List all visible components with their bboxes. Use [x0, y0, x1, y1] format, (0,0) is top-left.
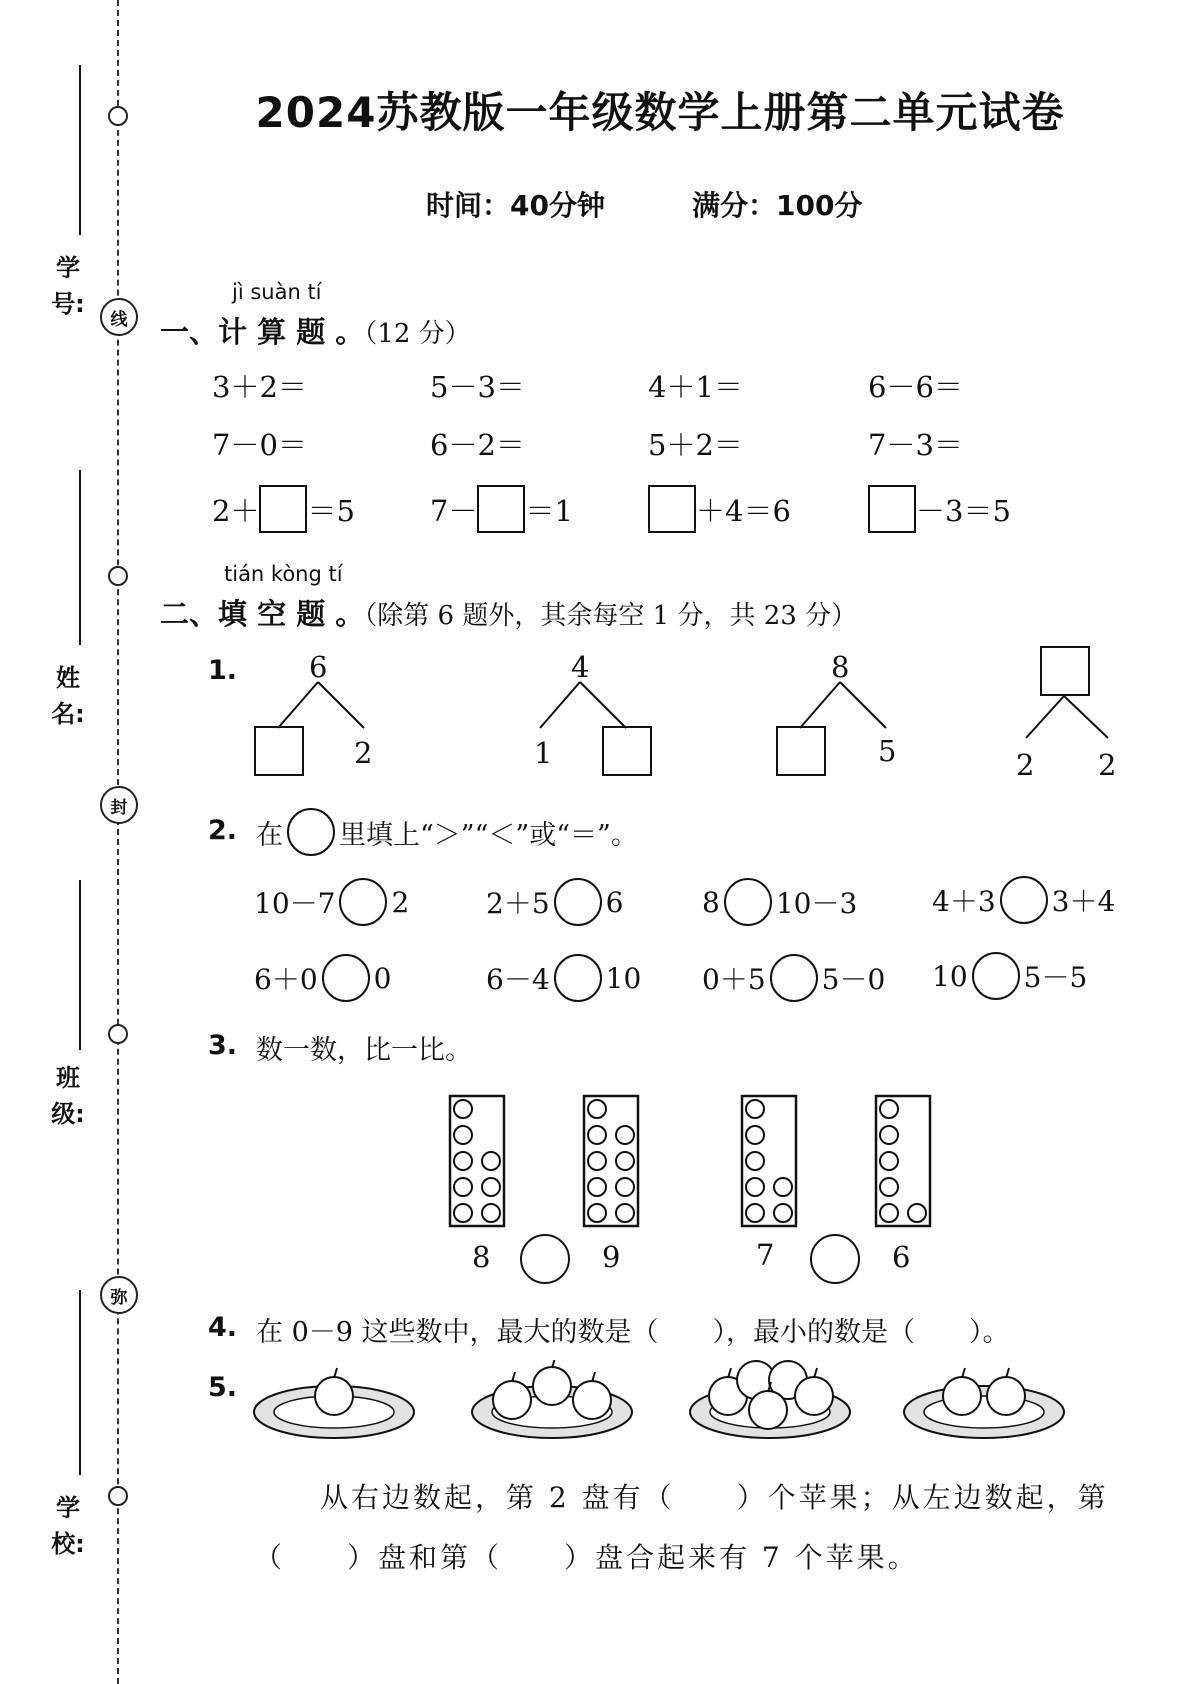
counter-dot — [746, 1100, 764, 1118]
seal-xian: 线 — [100, 298, 138, 336]
frame-label: 8 — [472, 1240, 491, 1274]
tree-right: 5 — [878, 734, 897, 768]
seal-mi: 弥 — [100, 1276, 138, 1314]
class-label: 班级: — [51, 1064, 85, 1128]
frame-label: 7 — [756, 1238, 775, 1272]
section2-pinyin: tián kòng tí — [224, 562, 343, 586]
tree-right: 2 — [354, 736, 373, 770]
compare-item: 10 5－5 — [932, 952, 1087, 1000]
calc-fill-item: －3＝5 — [868, 485, 1011, 533]
calc-fill-item: 7－ ＝1 — [430, 485, 573, 533]
compare-item: 6－4 10 — [486, 954, 641, 1002]
counter-dot — [616, 1152, 634, 1170]
section2-title: 二、填 空 题 。 — [160, 597, 365, 631]
counter-dot — [880, 1178, 898, 1196]
counter-dot — [454, 1152, 472, 1170]
counter-dot — [880, 1204, 898, 1222]
binding-hole — [108, 1486, 128, 1506]
section1-pinyin: jì suàn tí — [232, 280, 322, 304]
calc-fill-item: 2＋ ＝5 — [212, 485, 355, 533]
student-id-label: 学号: — [51, 254, 85, 318]
calc-item: 5－3＝ — [430, 370, 525, 404]
compare-item: 10－7 2 — [254, 878, 409, 926]
q3-instruction: 数一数，比一比。 — [256, 1035, 472, 1066]
tree-top: 6 — [309, 650, 328, 684]
counter-dot — [616, 1204, 634, 1222]
counter-dot — [482, 1204, 500, 1222]
calc-item: 3＋2＝ — [212, 370, 307, 404]
calc-item: 7－0＝ — [212, 428, 307, 462]
compare-item: 8 10－3 — [702, 878, 857, 926]
counter-dot — [774, 1204, 792, 1222]
counter-dot — [588, 1152, 606, 1170]
frame-label: 9 — [602, 1240, 621, 1274]
q5-number: 5. — [208, 1372, 238, 1403]
tree-right: 2 — [1098, 748, 1117, 782]
counter-dot — [482, 1152, 500, 1170]
counter-dot — [746, 1178, 764, 1196]
apple — [493, 1381, 531, 1419]
q1-number: 1. — [208, 655, 238, 686]
compare-circle[interactable] — [810, 1234, 860, 1284]
section1-title: 一、计 算 题 。 — [160, 315, 365, 349]
apple — [943, 1377, 981, 1415]
counter-dot — [588, 1100, 606, 1118]
q3-number: 3. — [208, 1030, 238, 1061]
compare-item: 2＋5 6 — [486, 878, 623, 926]
counter-dot — [746, 1126, 764, 1144]
calc-fill-item: ＋4＝6 — [648, 485, 791, 533]
apple — [987, 1377, 1025, 1415]
counter-dot — [588, 1204, 606, 1222]
name-label: 姓名: — [51, 664, 85, 728]
counter-dot — [482, 1178, 500, 1196]
frame-label: 6 — [892, 1240, 911, 1274]
apple — [573, 1381, 611, 1419]
q4-number: 4. — [208, 1312, 238, 1343]
q4-text: 在 0－9 这些数中，最大的数是（ ），最小的数是（ ）。 — [256, 1317, 1010, 1348]
section1-points: （12 分） — [364, 319, 471, 349]
calc-item: 7－3＝ — [868, 428, 963, 462]
calc-item: 4＋1＝ — [648, 370, 743, 404]
counter-dot — [588, 1126, 606, 1144]
compare-item: 4＋3 3＋4 — [932, 876, 1115, 924]
plate-inner — [924, 1396, 1044, 1428]
apple — [533, 1367, 571, 1405]
counter-dot — [774, 1178, 792, 1196]
apple-plates — [0, 1360, 1191, 1470]
counter-dot — [616, 1126, 634, 1144]
counter-dot — [454, 1100, 472, 1118]
counter-dot — [454, 1126, 472, 1144]
counter-dot — [454, 1204, 472, 1222]
calc-item: 6－6＝ — [868, 370, 963, 404]
counter-dot — [746, 1152, 764, 1170]
tree-top: 4 — [571, 650, 590, 684]
tree-left: 1 — [534, 736, 553, 770]
seal-feng: 封 — [100, 786, 138, 824]
apple — [315, 1377, 353, 1415]
apple — [795, 1377, 833, 1415]
q2-instruction: 在 里填上“＞”“＜”或“＝”。 — [256, 808, 638, 856]
counter-dot — [588, 1178, 606, 1196]
compare-item: 6＋0 0 — [254, 954, 391, 1002]
counter-dot — [880, 1100, 898, 1118]
exam-time: 时间：40分钟 — [426, 189, 605, 222]
page-title: 2024苏教版一年级数学上册第二单元试卷 — [255, 88, 1065, 137]
q5-line2: （ ）盘和第（ ）盘合起来有 7 个苹果。 — [254, 1541, 919, 1574]
counter-dot — [880, 1126, 898, 1144]
calc-item: 6－2＝ — [430, 428, 525, 462]
counter-dot — [908, 1204, 926, 1222]
school-label: 学校: — [51, 1494, 85, 1558]
counter-dot — [616, 1178, 634, 1196]
counter-dot — [454, 1178, 472, 1196]
compare-circle[interactable] — [520, 1234, 570, 1284]
apple — [749, 1391, 787, 1429]
tree-left: 2 — [1016, 748, 1035, 782]
calc-item: 5＋2＝ — [648, 428, 743, 462]
compare-item: 0＋5 5－0 — [702, 954, 885, 1002]
counter-dot — [880, 1152, 898, 1170]
q5-line1: 从右边数起，第 2 盘有（ ）个苹果；从左边数起，第 — [320, 1481, 1109, 1514]
counter-dot — [746, 1204, 764, 1222]
full-score: 满分：100分 — [692, 189, 863, 222]
tree-top: 8 — [831, 650, 850, 684]
q2-number: 2. — [208, 815, 238, 846]
section2-points: （除第 6 题外，其余每空 1 分，共 23 分） — [364, 601, 858, 631]
